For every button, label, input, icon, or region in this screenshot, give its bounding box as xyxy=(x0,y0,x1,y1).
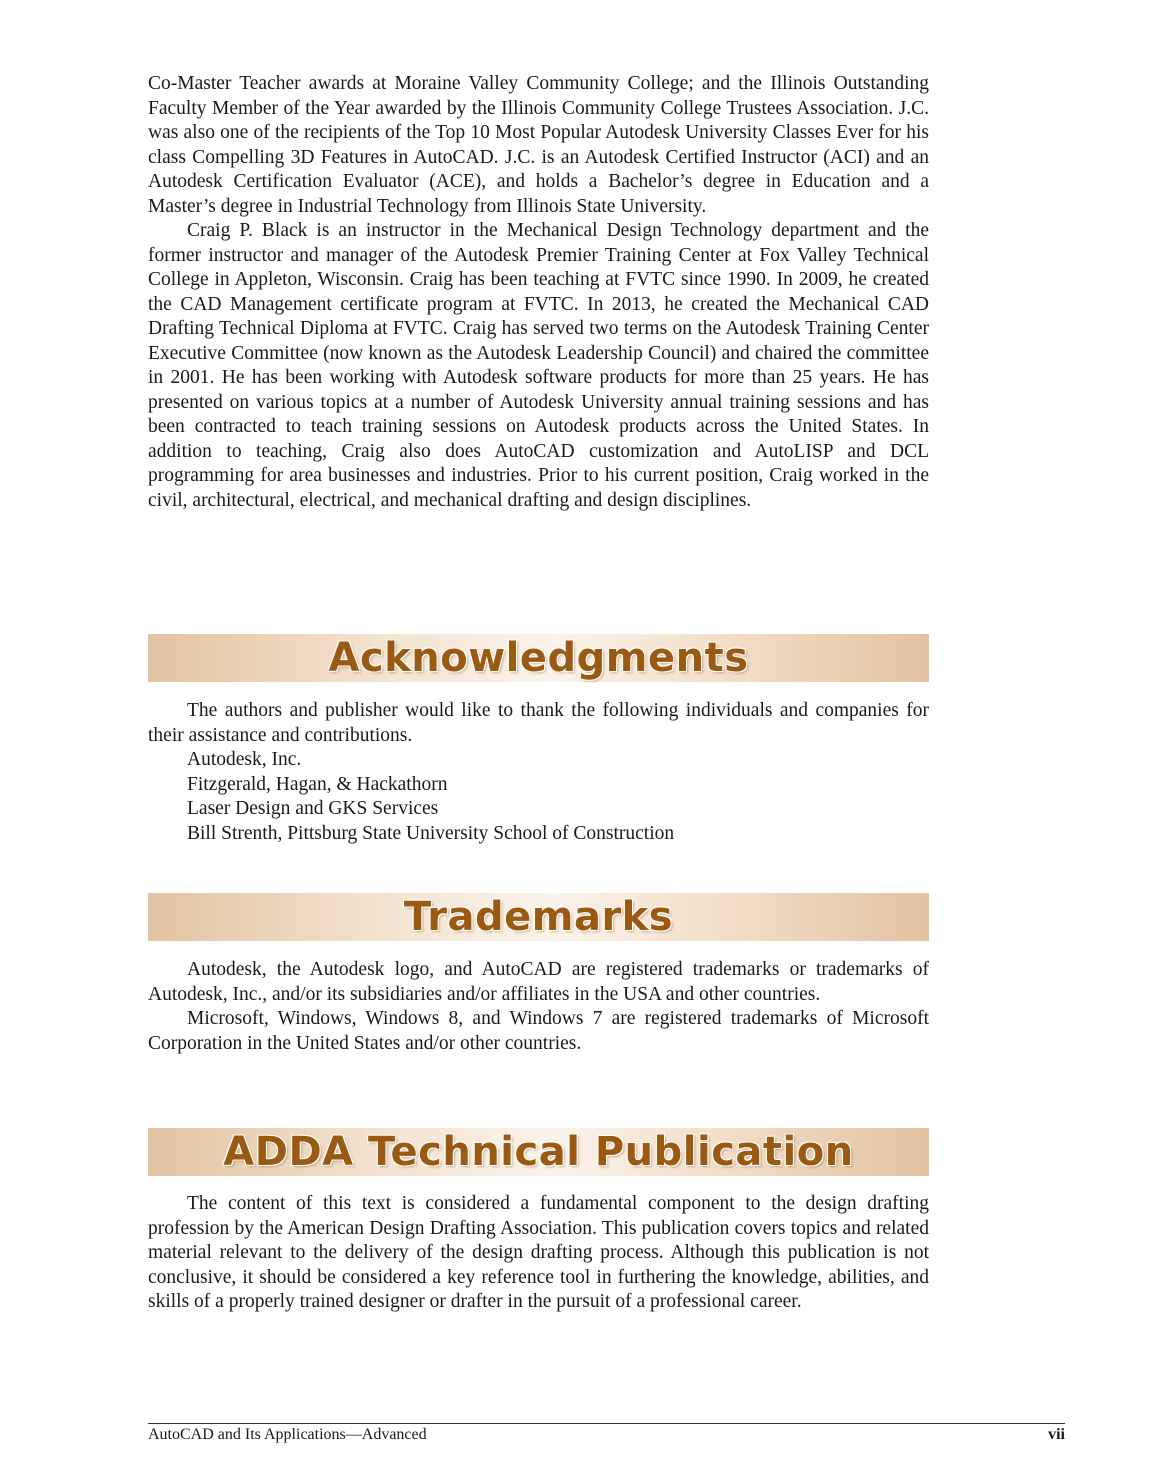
acknowledgment-item: Laser Design and GKS Services xyxy=(187,798,439,819)
acknowledgment-item: Autodesk, Inc. xyxy=(187,749,302,770)
trademarks-banner xyxy=(148,893,929,941)
bio-paragraph-continued: Co-Master Teacher awards at Moraine Valley Community College; and the Illinois Outstanding Faculty Member of the Year awarded by the Illinois Community College Trustees Association. J.C. was also one of the recipients of the Top 10 Most Popular Autodesk University Classes Ever for his class Compelling 3D Features in AutoCAD. J.C. is an Autodesk Certified Instructor (ACI) and an Autodesk Certification Evaluator (ACE), and holds a Bachelor’s degree in Education and a Master’s degree in Industrial Technology from Illinois State University. xyxy=(148,73,929,217)
adda-banner xyxy=(148,1128,929,1176)
trademarks-paragraph-microsoft: Microsoft, Windows, Windows 8, and Windows 7 are registered trademarks of Microsoft Corporation in the United States and/or other countries. xyxy=(148,1008,929,1054)
adda-section xyxy=(148,1192,929,1315)
trademarks-section xyxy=(148,958,929,1056)
footer-rule xyxy=(148,1423,1065,1424)
acknowledgments-intro: The authors and publisher would like to thank the following individuals and companies for their assistance and contributions. xyxy=(148,700,929,746)
acknowledgments-section xyxy=(148,699,929,846)
footer-page-number: vii xyxy=(1048,1426,1065,1443)
footer-book-title: AutoCAD and Its Applications—Advanced xyxy=(148,1426,427,1443)
trademarks-paragraph-autodesk: Autodesk, the Autodesk logo, and AutoCAD are registered trademarks or trademarks of Autodesk, Inc., and/or its subsidiaries and/or affiliates in the USA and other countries. xyxy=(148,959,929,1005)
acknowledgments-heading: Acknowledgments xyxy=(328,635,749,681)
adda-heading: ADDA Technical Publication xyxy=(223,1129,854,1175)
acknowledgments-banner xyxy=(148,634,929,682)
acknowledgment-item: Fitzgerald, Hagan, & Hackathorn xyxy=(187,773,448,795)
bio-section xyxy=(148,72,929,513)
trademarks-heading: Trademarks xyxy=(403,894,674,940)
acknowledgment-item: Bill Strenth, Pittsburg State University School of Construction xyxy=(187,822,675,844)
bio-paragraph-craig-black: Craig P. Black is an instructor in the Mechanical Design Technology department and the former instructor and manager of the Autodesk Premier Training Center at Fox Valley Technical College in Appleton, Wisconsin. Craig has been teaching at FVTC since 1990. In 2009, he created the CAD Management certificate program at FVTC. In 2013, he created the Mechanical CAD Drafting Technical Diploma at FVTC. Craig has served two terms on the Autodesk Training Center Executive Committee (now known as the Autodesk Leadership Council) and chaired the committee in 2001. He has been working with Autodesk software products for more than 25 years. He has presented on various topics at a number of Autodesk University annual training sessions and has been contracted to teach training sessions on Autodesk products across the United States. In addition to teaching, Craig also does AutoCAD customization and AutoLISP and DCL programming for area businesses and industries. Prior to his current position, Craig worked in the civil, architectural, electrical, and mechanical drafting and design disciplines. xyxy=(148,220,929,511)
adda-paragraph: The content of this text is considered a fundamental component to the design drafting profession by the American Design Drafting Association. This publication covers topics and related material relevant to the delivery of the design drafting process. Although this publication is not conclusive, it should be considered a key reference tool in furthering the knowledge, abilities, and skills of a properly trained designer or drafter in the pursuit of a professional career. xyxy=(148,1193,929,1312)
